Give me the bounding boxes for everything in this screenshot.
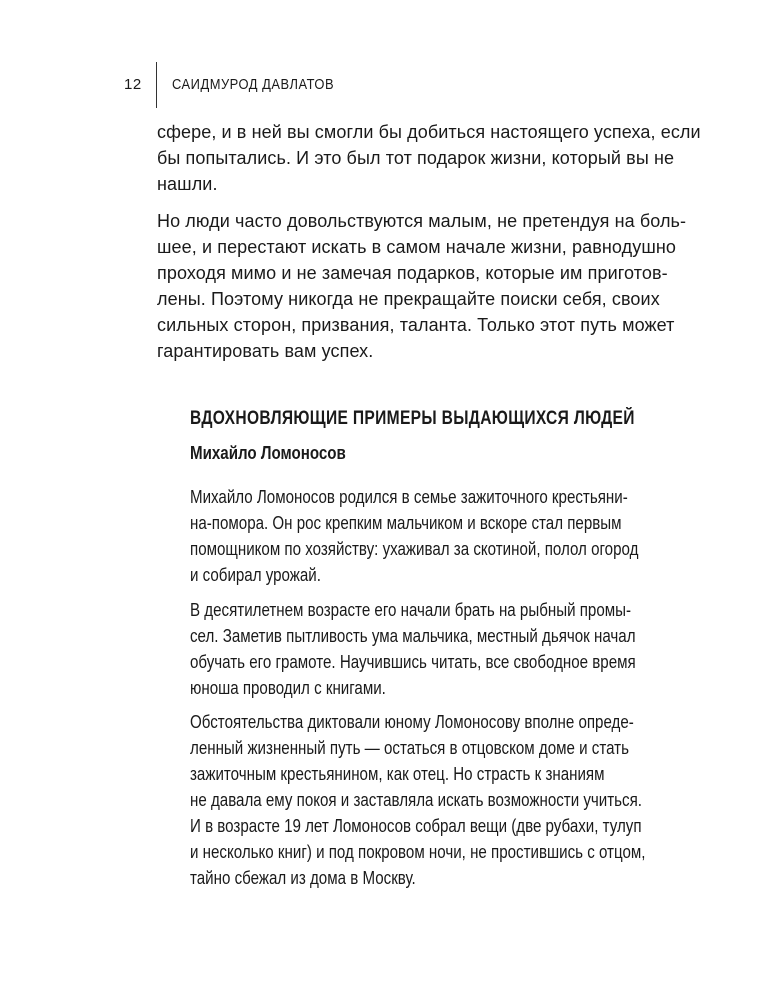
text-line: лены. Поэтому никогда не прекращайте поиски себя, своих <box>157 289 660 309</box>
text-line: проходя мимо и не замечая подарков, которые им приготов- <box>157 263 668 283</box>
text-line: бы попытались. И это был тот подарок жизни, который вы не <box>157 148 675 168</box>
running-head-author: САИДМУРОД ДАВЛАТОВ <box>172 76 335 93</box>
text-line: Но люди часто довольствуются малым, не претендуя на боль- <box>157 211 687 231</box>
text-line: ленный жизненный путь — остаться в отцовском доме и стать <box>190 738 629 758</box>
text-line: сильных сторон, призвания, таланта. Только этот путь может <box>157 315 675 335</box>
header-divider <box>156 62 157 108</box>
text-line: Обстоятельства диктовали юному Ломоносову вполне опреде- <box>190 712 634 732</box>
section-paragraph-3 <box>190 709 650 891</box>
section-paragraph-2 <box>190 597 650 701</box>
text-line: гарантировать вам успех. <box>157 341 374 361</box>
text-line: сел. Заметив пытливость ума мальчика, местный дьячок начал <box>190 626 636 646</box>
text-line: шее, и перестают искать в самом начале жизни, равнодушно <box>157 237 677 257</box>
person-subheading: Михайло Ломоносов <box>190 443 346 463</box>
text-line: нашли. <box>157 174 218 194</box>
section-paragraph-1 <box>190 484 650 588</box>
text-line: и собирал урожай. <box>190 565 321 585</box>
text-line: сфере, и в ней вы смогли бы добиться настоящего успеха, если <box>157 122 701 142</box>
text-line: И в возрасте 19 лет Ломоносов собрал вещи (две рубахи, тулуп <box>190 816 642 836</box>
text-line: помощником по хозяйству: ухаживал за скотиной, полол огород <box>190 539 639 559</box>
intro-paragraph-1 <box>157 119 701 197</box>
text-line: и несколько книг) и под покровом ночи, не простившись с отцом, <box>190 842 646 862</box>
intro-paragraph-2 <box>157 208 687 364</box>
section-heading: ВДОХНОВЛЯЮЩИЕ ПРИМЕРЫ ВЫДАЮЩИХСЯ ЛЮДЕЙ <box>190 408 635 429</box>
text-line: обучать его грамоте. Научившись читать, все свободное время <box>190 652 636 672</box>
text-line: В десятилетнем возрасте его начали брать на рыбный промы- <box>190 600 632 620</box>
page-header <box>0 62 759 108</box>
text-line: Михайло Ломоносов родился в семье зажиточного крестьяни- <box>190 487 628 507</box>
text-line: не давала ему покоя и заставляла искать возможности учиться. <box>190 790 642 810</box>
text-line: юноша проводил с книгами. <box>190 678 386 698</box>
page-number: 12 <box>124 76 142 93</box>
text-line: тайно сбежал из дома в Москву. <box>190 868 416 888</box>
text-line: на-помора. Он рос крепким мальчиком и вскоре стал первым <box>190 513 622 533</box>
text-line: зажиточным крестьянином, как отец. Но страсть к знаниям <box>190 764 605 784</box>
